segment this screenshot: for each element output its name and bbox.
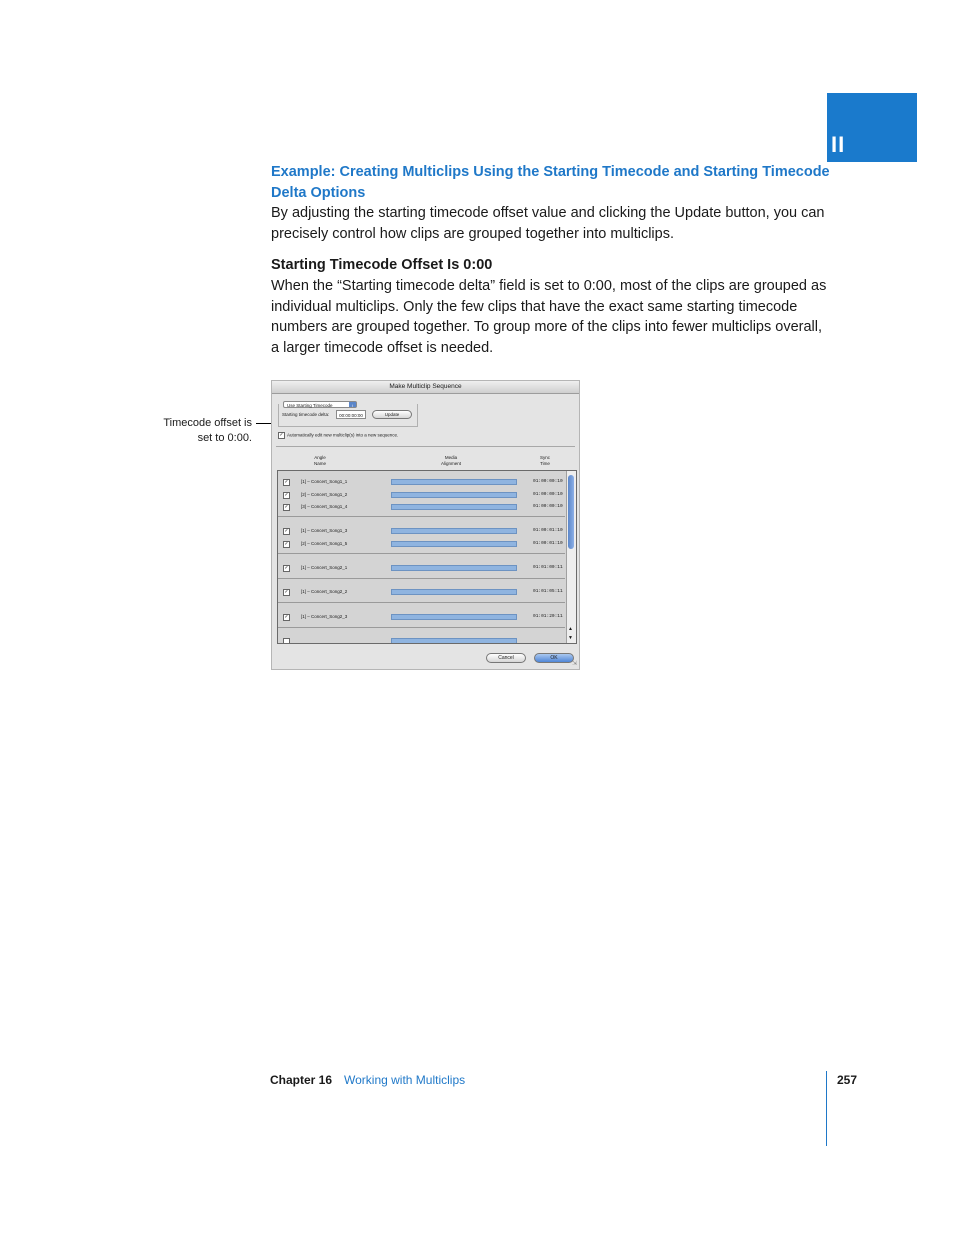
sync-time: 01:00:01:10	[533, 528, 563, 533]
sync-time: 01:00:00:10	[533, 504, 563, 509]
media-alignment-header: Media Alignment	[440, 455, 461, 466]
footer-rule	[826, 1071, 827, 1146]
delta-label: Starting timecode delta:	[282, 412, 330, 417]
callout-label: Timecode offset is set to 0:00.	[163, 417, 252, 444]
row-checkbox[interactable]: ✓	[284, 541, 289, 547]
row-checkbox[interactable]: ✓	[284, 504, 289, 510]
angle-name-header: Angle Name	[313, 455, 326, 466]
row-checkbox[interactable]: ✓	[284, 565, 289, 571]
angle-name: [1] – Concert_Song2_3	[301, 614, 348, 619]
sync-method-value: Use Starting Timecode	[287, 403, 333, 408]
table-scrollbar[interactable]	[566, 471, 576, 643]
scrollbar-thumb[interactable]	[568, 475, 574, 549]
row-checkbox[interactable]	[283, 638, 290, 644]
media-alignment-bar[interactable]	[391, 492, 517, 498]
table-row[interactable]	[278, 476, 565, 488]
auto-edit-checkbox[interactable]: ✓	[279, 432, 284, 438]
group-separator	[278, 578, 565, 579]
footer-chapter: Chapter 16	[270, 1073, 333, 1087]
part-number: II	[831, 132, 846, 157]
ok-button[interactable]: OK	[534, 653, 574, 663]
intro-paragraph: By adjusting the starting timecode offset value and clicking the Update button, you can precisely control how clips are grouped together into multiclips.	[271, 205, 825, 242]
sync-time: 01:01:00:11	[533, 565, 563, 570]
sync-method-popup[interactable]	[283, 401, 357, 408]
table-row[interactable]	[278, 562, 565, 574]
part-tab	[827, 93, 917, 162]
footer-chapter-title: Working with Multiclips	[344, 1073, 466, 1087]
sync-time: 01:01:20:11	[533, 614, 563, 619]
auto-edit-option[interactable]	[278, 432, 398, 439]
media-alignment-bar[interactable]	[391, 479, 517, 485]
page-number: 257	[837, 1073, 858, 1087]
table-row[interactable]	[278, 525, 565, 537]
sync-time-header: Sync Time	[539, 455, 550, 466]
group-separator	[278, 553, 565, 554]
row-checkbox[interactable]: ✓	[284, 492, 289, 498]
row-checkbox[interactable]: ✓	[284, 614, 289, 620]
scroll-down-icon[interactable]: ▼	[568, 635, 573, 641]
sync-time: 01:00:00:10	[533, 479, 563, 484]
body-paragraph: When the “Starting timecode delta” field is set to 0:00, most of the clips are grouped as individual multiclips. Only the few clips that have the exact same starting timecode numbers are grouped together. To group more of the clips into fewer multiclips overall, a larger timecode offset is needed.	[271, 278, 827, 356]
angle-name: [2] – Concert_Song1_2	[301, 492, 348, 497]
table-row[interactable]	[278, 586, 565, 598]
update-button[interactable]: Update	[372, 410, 412, 419]
sync-time: 01:01:05:11	[533, 589, 563, 594]
dialog-title: Make Multiclip Sequence	[272, 381, 579, 394]
resize-grip-icon[interactable]: ⇲	[571, 661, 577, 667]
angle-name: [1] – Concert_Song2_2	[301, 589, 348, 594]
media-alignment-bar[interactable]	[391, 504, 517, 510]
dialog-separator	[276, 446, 575, 447]
angle-name: [1] – Concert_Song1_3	[301, 528, 348, 533]
sync-time: 01:00:01:10	[533, 541, 563, 546]
table-row[interactable]	[278, 611, 565, 623]
angle-name: [1] – Concert_Song2_1	[301, 565, 348, 570]
sync-time: 01:00:00:10	[533, 492, 563, 497]
angle-name: [2] – Concert_Song1_5	[301, 541, 348, 546]
timecode-delta-field[interactable]: 00:00:00:00	[336, 410, 366, 419]
table-row[interactable]	[278, 501, 565, 513]
group-separator	[278, 516, 565, 517]
auto-edit-label: Automatically edit new multiclip(s) into a new sequence.	[287, 432, 399, 438]
group-separator	[278, 627, 565, 628]
media-alignment-bar[interactable]	[391, 614, 517, 620]
table-row-partial[interactable]	[278, 635, 565, 644]
clip-table	[277, 470, 577, 644]
media-alignment-bar[interactable]	[391, 541, 517, 547]
popup-arrows-icon: ↕	[349, 402, 356, 407]
angle-name: [3] – Concert_Song1_4	[301, 504, 348, 509]
example-heading: Example: Creating Multiclips Using the Starting Timecode and Starting Timecode Delta Options	[271, 164, 830, 201]
cancel-button[interactable]: Cancel	[486, 653, 526, 663]
media-alignment-bar[interactable]	[391, 638, 517, 644]
row-checkbox[interactable]: ✓	[284, 528, 289, 534]
row-checkbox[interactable]: ✓	[284, 479, 289, 485]
row-checkbox[interactable]: ✓	[284, 589, 289, 595]
angle-name: [1] – Concert_Song1_1	[301, 479, 348, 484]
group-separator	[278, 602, 565, 603]
subheading: Starting Timecode Offset Is 0:00	[271, 257, 493, 273]
table-row[interactable]	[278, 538, 565, 550]
scroll-up-icon[interactable]: ▲	[568, 626, 573, 632]
table-row[interactable]	[278, 489, 565, 501]
media-alignment-bar[interactable]	[391, 528, 517, 534]
make-multiclip-dialog	[271, 380, 580, 670]
media-alignment-bar[interactable]	[391, 565, 517, 571]
media-alignment-bar[interactable]	[391, 589, 517, 595]
